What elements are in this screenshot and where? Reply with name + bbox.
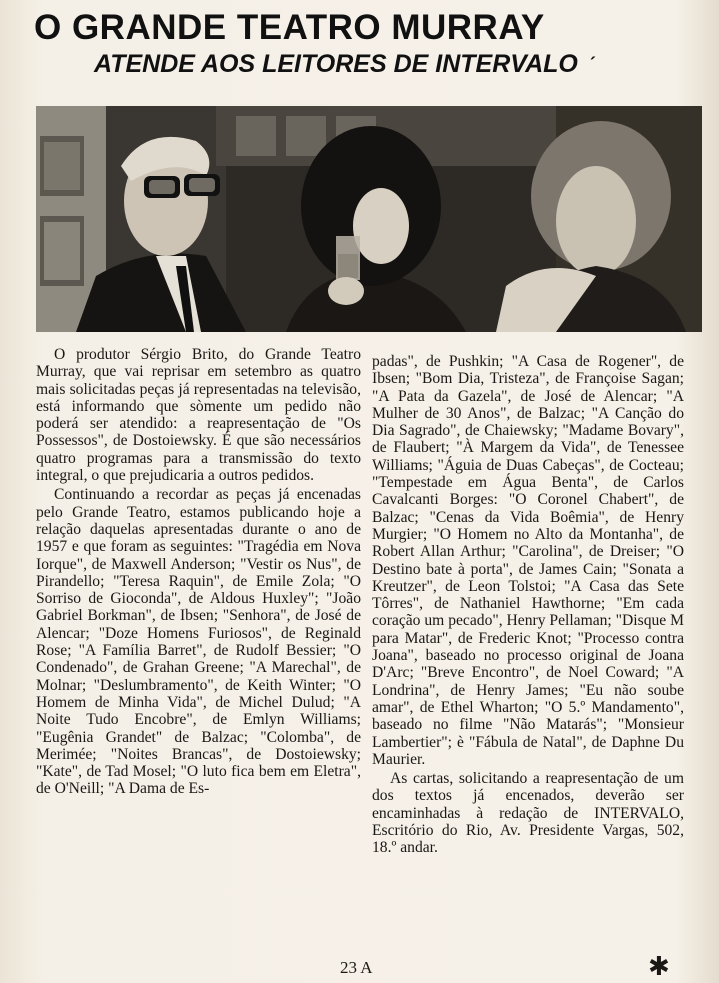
paragraph-intro: O produtor Sérgio Brito, do Grande Teatro Murray, que vai reprisar em setembro as quatro mais solicitadas peças já representadas na televisão, está informando que sòmente um pedido não poderá ser atendido: a reapresentação de "Os Possessos", de Dostoiewsky. É que são necessários quatro programas para a transmissão do texto integral, o que prejudicaria a outros pedidos.	[36, 346, 361, 485]
asterisk-mark: ✱	[648, 952, 670, 982]
paragraph-list-start: Continuando a recordar as peças já encenadas pelo Grande Teatro, estamos publicando hoje a relação daquelas apresentadas durante o ano de 1957 e que foram as seguintes: "Tragédia em Nova Iorque", de Maxwell Anderson; "Vestir os Nus", de Pirandello; "Teresa Raquin", de Emile Zola; "O Sorriso de Gioconda", de Aldous Huxley"; "João Gabriel Borkman", de Ibsen; "Senhora", de José de Alencar; "Doze Homens Furiosos", de Reginald Rose; "A Família Barret", de Rudolf Bessier; "O Condenado", de Grahan Greene; "A Marechal", de Molnar; "Deslumbramento", de Keith Winter; "O Homem de Minha Vida", de Michel Dulud; "A Noite Tudo Encobre", de Emlyn Williams; "Eugênia Grandet" de Balzac; "Colomba", de Merimée; "Noites Brancas", de Dostoiewsky; "Kate", de Tad Mosel; "O luto fica bem em Eletra", de O'Neill; "A Dama de Es-	[36, 486, 361, 798]
paragraph-instructions: As cartas, solicitando a reapresentação de um dos textos já encenados, deverão ser encaminhadas à redação de INTERVALO, Escritório do Rio, Av. Presidente Vargas, 502, 18.º andar.	[372, 770, 684, 857]
stray-mark: ´	[589, 54, 596, 74]
photo-three-actors	[36, 106, 702, 332]
subheadline-text: ATENDE AOS LEITORES DE INTERVALO	[94, 50, 578, 78]
article-subheadline	[94, 48, 674, 80]
article-headline: O GRANDE TEATRO MURRAY	[34, 8, 545, 47]
page-number: 23 A	[340, 958, 373, 977]
article-column-left	[36, 346, 361, 798]
article-column-right	[372, 353, 684, 857]
paragraph-list-continued: padas", de Pushkin; "A Casa de Rogener", de Ibsen; "Bom Dia, Tristeza", de Françoise Sagan; "A Pata da Gazela", de José de Alencar; "A Mulher de 30 Anos", de Balzac; "A Canção do Dia Sagrado", de Chaiewsky; "Madame Bovary", de Flaubert; "À Margem da Vida", de Tenessee Williams; "Águia de Duas Cabeças", de Cocteau; "Tempestade em Água Benta", de Carlos Cavalcanti Borges: "O Coronel Chabert", de Balzac; "Cenas da Vida Boêmia", de Henry Murgier; "O Homem no Alto da Montanha", de Robert Allan Arthur; "Carolina", de Dreiser; "O Destino bate à porta", de James Cain; "Sonata a Kreutzer", de Leon Tolstoi; "A Casa das Sete Tôrres", de Nathaniel Hawthorne; "Em cada coração um pecado", Henry Pellaman; "Disque M para Matar", de Frederic Knot; "Processo contra Joana", baseado no processo original de Joana D'Arc; "Breve Encontro", de Noel Coward; "A Londrina", de Henry James; "Eu não soube amar", de Ethel Wharton; "O 5.º Mandamento", baseado no filme "Não Matarás"; "Monsieur Lambertier"; è "Fábula de Natal", de Daphne Du Maurier.	[372, 353, 684, 768]
article-photo	[36, 106, 702, 332]
